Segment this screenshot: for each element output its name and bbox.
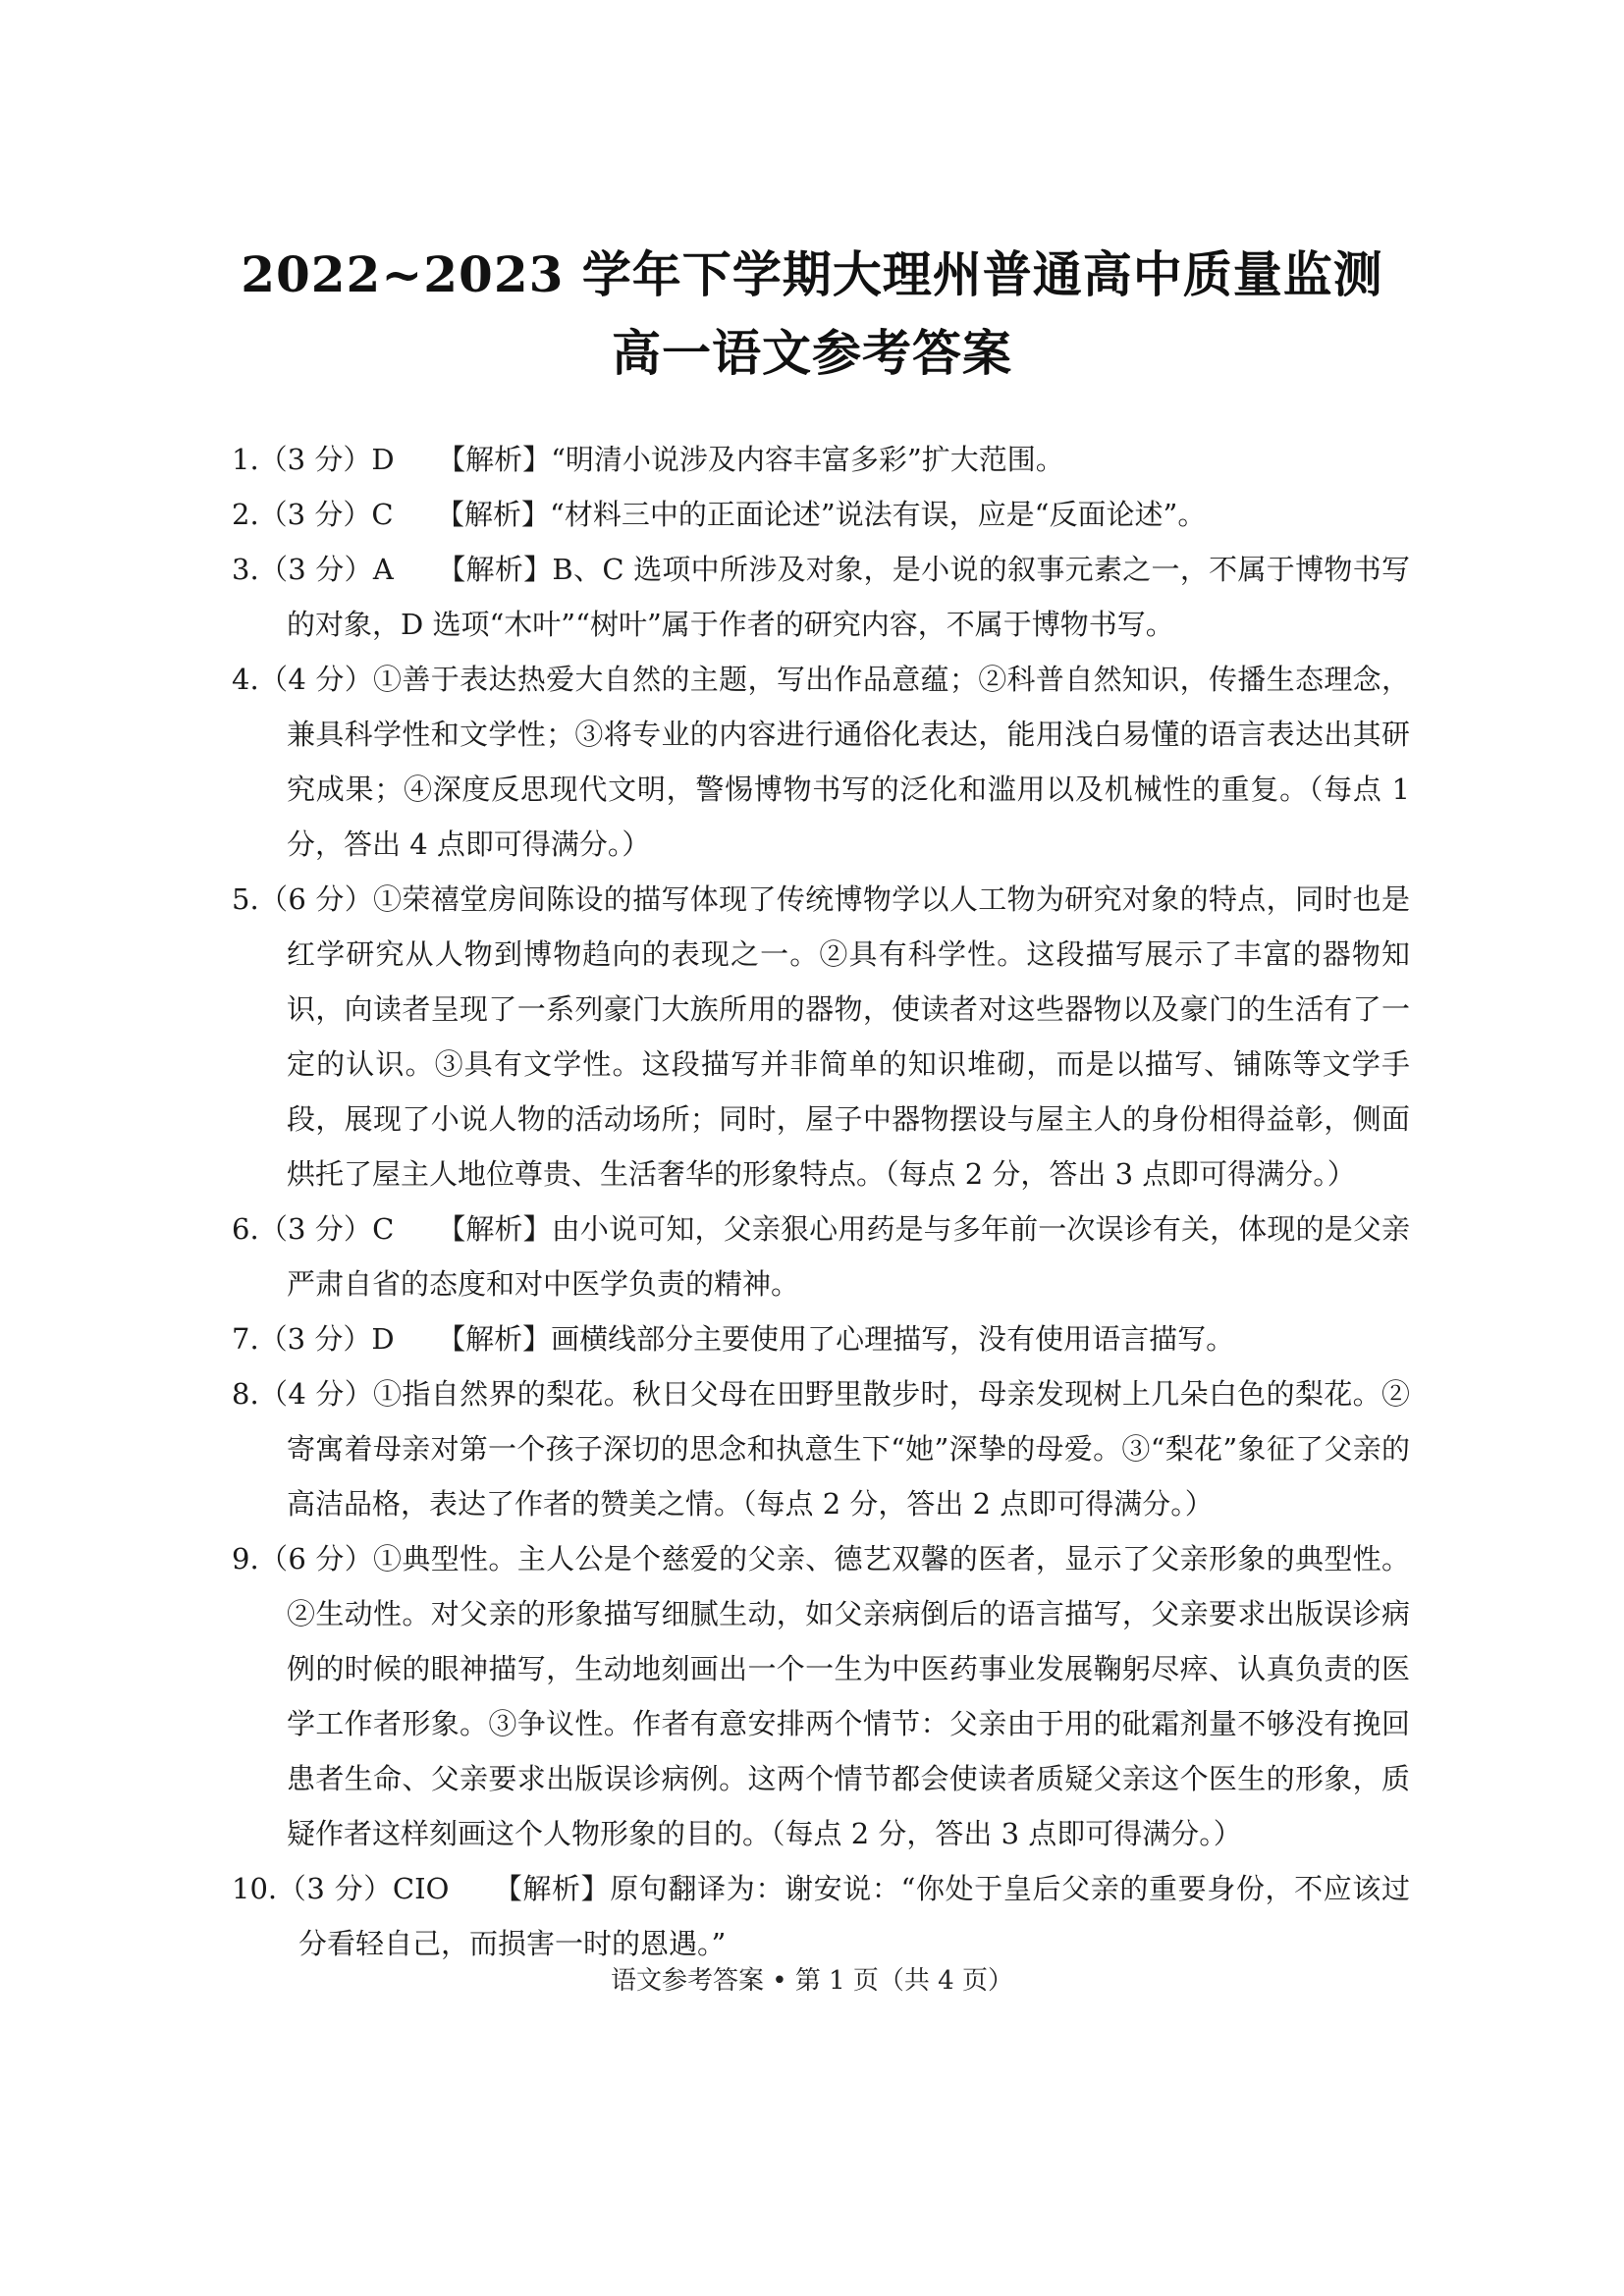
answer-text: 3.（3 分）A 【解析】B、C 选项中所涉及对象，是小说的叙事元素之一，不属于博物书写的对象，D 选项“木叶”“树叶”属于作者的研究内容，不属于博物书写。 [232,553,1410,641]
answer-text: 8.（4 分）①指自然界的梨花。秋日父母在田野里散步时，母亲发现树上几朵白色的梨花。②寄寓着母亲对第一个孩子深切的思念和执意生下“她”深挚的母爱。③“梨花”象征了父亲的高洁品格，表达了作者的赞美之情。（每点 2 分，答出 2 点即可得满分。） [232,1377,1410,1521]
answer-text: 5.（6 分）①荣禧堂房间陈设的描写体现了传统博物学以人工物为研究对象的特点，同时也是红学研究从人物到博物趋向的表现之一。②具有科学性。这段描写展示了丰富的器物知识，向读者呈现了一系列豪门大族所用的器物，使读者对这些器物以及豪门的生活有了一定的认识。③具有文学性。这段描写并非简单的知识堆砌，而是以描写、铺陈等文学手段，展现了小说人物的活动场所；同时，屋子中器物摆设与屋主人的身份相得益彰，侧面烘托了屋主人地位尊贵、生活奢华的形象特点。（每点 2 分，答出 3 点即可得满分。） [232,882,1410,1191]
document-title: 2022~2023 学年下学期大理州普通高中质量监测 [241,245,1383,303]
answer-text: 4.（4 分）①善于表达热爱大自然的主题，写出作品意蕴；②科普自然知识，传播生态理念，兼具科学性和文学性；③将专业的内容进行通俗化表达，能用浅白易懂的语言表达出其研究成果；④深度反思现代文明，警惕博物书写的泛化和滥用以及机械性的重复。（每点 1 分，答出 4 点即可得满分。） [232,663,1410,861]
answer-item-1 [232,432,1410,487]
answer-text: 9.（6 分）①典型性。主人公是个慈爱的父亲、德艺双馨的医者，显示了父亲形象的典型性。②生动性。对父亲的形象描写细腻生动，如父亲病倒后的语言描写，父亲要求出版误诊病例的时候的眼神描写，生动地刻画出一个一生为中医药事业发展鞠躬尽瘁、认真负责的医学工作者形象。③争议性。作者有意安排两个情节：父亲由于用的砒霜剂量不够没有挽回患者生命、父亲要求出版误诊病例。这两个情节都会使读者质疑父亲这个医生的形象，质疑作者这样刻画这个人物形象的目的。（每点 2 分，答出 3 点即可得满分。） [232,1542,1410,1850]
answer-text: 2.（3 分）C 【解析】“材料三中的正面论述”说法有误，应是“反面论述”。 [232,498,1207,531]
answer-item-10 [232,1861,1410,1971]
answer-item-8 [232,1366,1410,1531]
page-footer: 语文参考答案 • 第 1 页（共 4 页） [610,1966,1013,1996]
answer-item-5 [232,872,1410,1201]
answer-item-4 [232,652,1410,872]
answer-item-6 [232,1201,1410,1311]
answer-item-2 [232,487,1410,542]
answer-text: 6.（3 分）C 【解析】由小说可知，父亲狠心用药是与多年前一次误诊有关，体现的是父亲严肃自省的态度和对中医学负责的精神。 [232,1212,1410,1301]
document-subtitle: 高一语文参考答案 [612,324,1012,382]
answer-text: 7.（3 分）D 【解析】画横线部分主要使用了心理描写，没有使用语言描写。 [232,1322,1235,1356]
answer-item-3 [232,542,1410,652]
answer-item-9 [232,1531,1410,1861]
answer-text: 10.（3 分）CIO 【解析】原句翻译为：谢安说：“你处于皇后父亲的重要身份，不应该过分看轻自己，而损害一时的恩遇。” [232,1872,1410,1960]
answer-text: 1.（3 分）D 【解析】“明清小说涉及内容丰富多彩”扩大范围。 [232,443,1064,476]
answer-list [232,432,1410,1971]
answer-item-7 [232,1311,1410,1366]
